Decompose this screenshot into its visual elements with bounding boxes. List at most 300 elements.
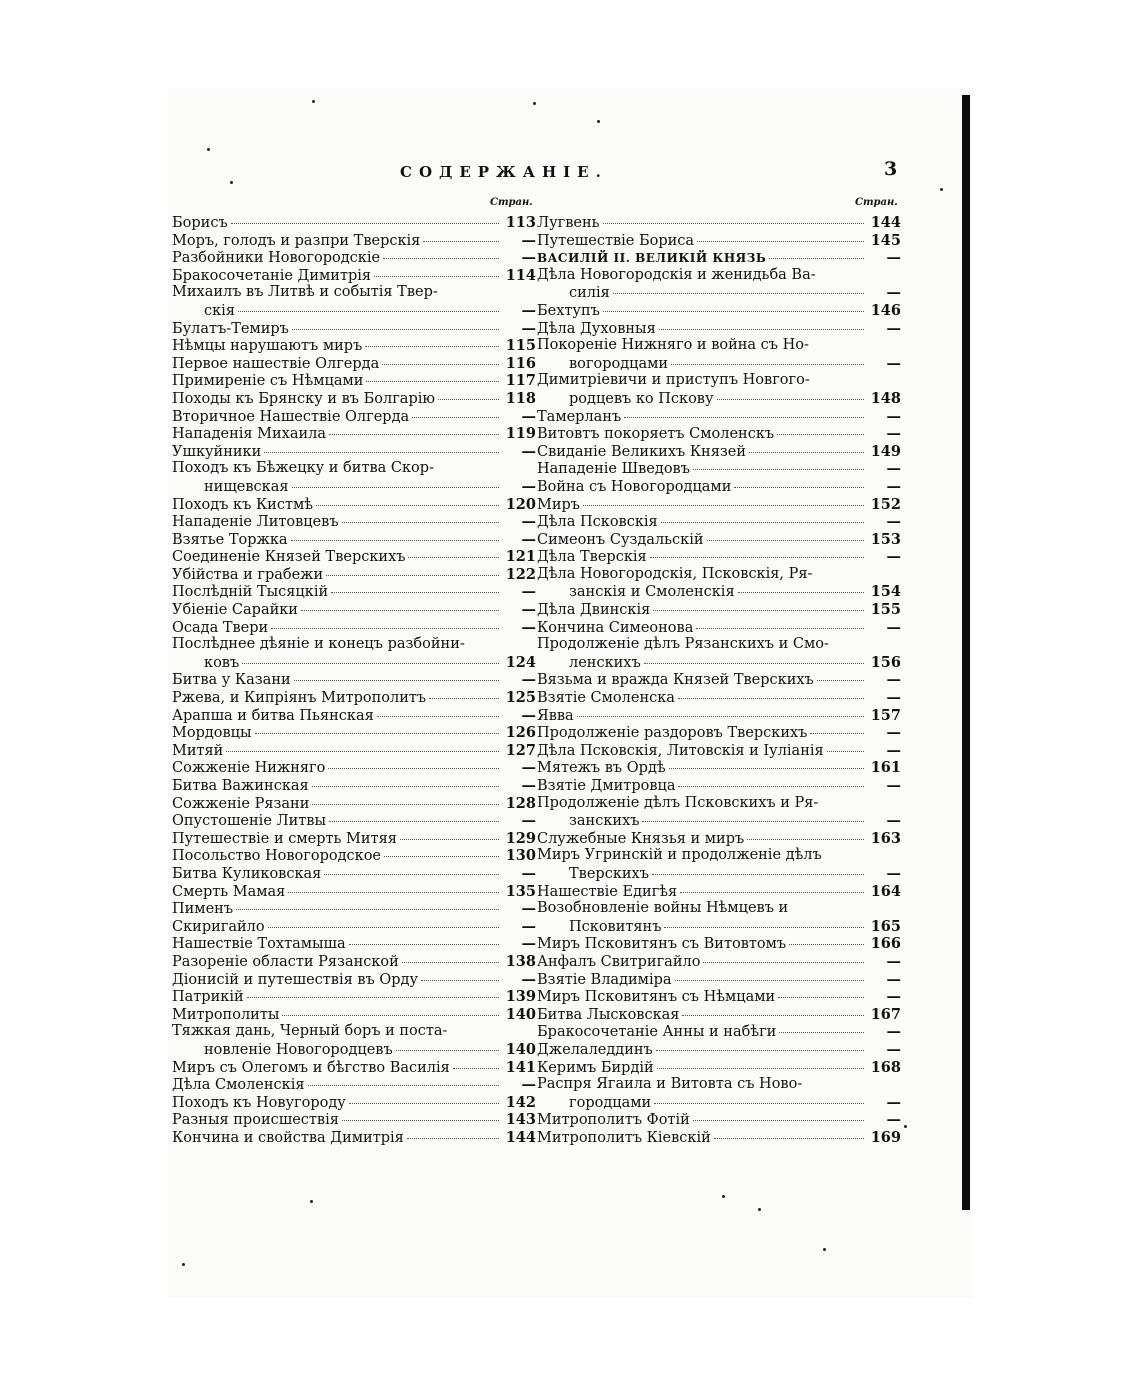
toc-entry-page: 122 bbox=[505, 565, 536, 583]
toc-leader-dots bbox=[664, 927, 864, 928]
toc-entry-title: Посольство Новогородское bbox=[172, 848, 382, 865]
toc-entry bbox=[537, 1076, 901, 1094]
toc-entry-page: 153 bbox=[870, 530, 901, 548]
toc-entry bbox=[537, 636, 901, 654]
toc-entry bbox=[537, 496, 901, 514]
scan-speck bbox=[533, 102, 536, 105]
toc-entry-title: Битва Лысковская bbox=[537, 1006, 680, 1023]
toc-entry bbox=[537, 1059, 901, 1077]
toc-entry-title: Лугвень bbox=[537, 215, 600, 231]
toc-entry bbox=[172, 1059, 536, 1077]
toc-leader-dots bbox=[642, 821, 864, 822]
scan-speck bbox=[823, 1248, 826, 1251]
toc-entry-page: 169 bbox=[870, 1128, 901, 1146]
toc-entry bbox=[537, 460, 901, 478]
toc-entry-title: силія bbox=[569, 285, 610, 302]
toc-entry bbox=[537, 214, 901, 232]
toc-entry-title: Бракосочетаніе Анны и набѣги bbox=[537, 1024, 777, 1041]
toc-entry bbox=[172, 636, 536, 654]
toc-entry bbox=[537, 865, 901, 883]
toc-entry-page: 139 bbox=[505, 988, 536, 1006]
toc-entry bbox=[537, 918, 901, 936]
toc-entry-title: Взятье Торжка bbox=[172, 531, 288, 548]
toc-leader-dots bbox=[342, 1120, 499, 1121]
toc-entry bbox=[172, 883, 536, 901]
toc-entry-title: Примиреніе съ Нѣмцами bbox=[172, 373, 364, 390]
toc-entry-page: — bbox=[886, 952, 901, 970]
toc-entry-page: 144 bbox=[870, 214, 901, 231]
scan-speck bbox=[597, 120, 600, 123]
toc-entry bbox=[537, 1094, 901, 1112]
toc-entry-page: — bbox=[886, 407, 901, 425]
toc-entry-page: — bbox=[521, 917, 536, 935]
toc-leader-dots bbox=[827, 751, 864, 752]
toc-entry-page: 156 bbox=[870, 653, 901, 671]
toc-entry bbox=[537, 443, 901, 461]
scan-speck bbox=[207, 148, 210, 151]
toc-entry-title: Джелаледдинъ bbox=[537, 1041, 653, 1058]
toc-entry-title: Битва у Казани bbox=[172, 672, 291, 689]
toc-entry-title: Служебные Князья и миръ bbox=[537, 830, 745, 847]
toc-entry-page: 165 bbox=[870, 917, 901, 935]
toc-leader-dots bbox=[365, 346, 499, 347]
left-column-header: Стран. bbox=[490, 197, 533, 208]
toc-entry-page: 145 bbox=[870, 231, 901, 249]
toc-entry-title: Кончина и свойства Димитрія bbox=[172, 1129, 404, 1146]
toc-entry bbox=[172, 302, 536, 320]
toc-leader-dots bbox=[412, 417, 499, 418]
toc-leader-dots bbox=[779, 1032, 864, 1033]
toc-entry-page: 121 bbox=[505, 548, 536, 566]
toc-leader-dots bbox=[423, 241, 499, 242]
toc-entry-page: — bbox=[886, 970, 901, 988]
toc-leader-dots bbox=[396, 1050, 499, 1051]
toc-entry-page: — bbox=[521, 935, 536, 953]
toc-entry-title: Битва Куликовская bbox=[172, 865, 322, 882]
toc-leader-dots bbox=[778, 997, 864, 998]
toc-entry bbox=[537, 830, 901, 848]
toc-entry bbox=[172, 249, 536, 267]
toc-entry-page: — bbox=[521, 864, 536, 882]
toc-entry bbox=[172, 425, 536, 443]
toc-entry-page: — bbox=[886, 741, 901, 759]
toc-entry-page: 130 bbox=[505, 847, 536, 865]
toc-entry-page: — bbox=[886, 477, 901, 495]
toc-leader-dots bbox=[697, 241, 864, 242]
toc-entry-page: 142 bbox=[505, 1093, 536, 1111]
toc-leader-dots bbox=[734, 487, 864, 488]
toc-entry-title: Митяй bbox=[172, 742, 224, 759]
toc-entry-title: Митрополитъ Кіевскій bbox=[537, 1129, 711, 1146]
toc-entry-title: Послѣднее дѣяніе и конецъ разбойни- bbox=[172, 636, 465, 653]
toc-entry-title: Ушкуйники bbox=[172, 443, 262, 460]
toc-entry bbox=[172, 689, 536, 707]
toc-entry-page: — bbox=[886, 689, 901, 707]
toc-entry-title: Нашествіе Тохтамыша bbox=[172, 936, 346, 953]
toc-entry-title: Митрополитъ Фотій bbox=[537, 1112, 690, 1129]
toc-entry bbox=[537, 478, 901, 496]
toc-entry bbox=[172, 619, 536, 637]
toc-entry-page: 143 bbox=[505, 1111, 536, 1129]
toc-entry-title: Булатъ-Темиръ bbox=[172, 320, 289, 337]
toc-entry-page: 157 bbox=[870, 706, 901, 724]
toc-entry bbox=[172, 953, 536, 971]
toc-leader-dots bbox=[316, 505, 499, 506]
toc-entry-title: Сожженіе Рязани bbox=[172, 795, 310, 812]
toc-entry bbox=[172, 531, 536, 549]
toc-entry-page: 146 bbox=[870, 301, 901, 319]
toc-entry-title: Опустошеніе Литвы bbox=[172, 813, 326, 830]
toc-entry-title: Миръ съ Олегомъ и бѣгство Василія bbox=[172, 1059, 450, 1076]
toc-entry-page: — bbox=[521, 812, 536, 830]
toc-entry bbox=[537, 425, 901, 443]
toc-leader-dots bbox=[644, 663, 864, 664]
toc-entry bbox=[172, 654, 536, 672]
toc-entry-title: Дѣла Псковскія, Литовскія и Іуліанія bbox=[537, 742, 824, 759]
toc-entry-title: ВАСИЛІЙ II. ВЕЛИКІЙ КНЯЗЬ bbox=[537, 251, 767, 266]
toc-entry-title: Взятіе Владиміра bbox=[537, 971, 672, 988]
toc-entry-title: Осада Твери bbox=[172, 619, 269, 636]
toc-entry-page: 135 bbox=[505, 882, 536, 900]
toc-entry-title: Продолженіе дѣлъ Псковскихъ и Ря- bbox=[537, 794, 819, 811]
toc-entry-page: — bbox=[521, 583, 536, 601]
toc-entry bbox=[537, 953, 901, 971]
toc-entry bbox=[172, 1023, 536, 1041]
toc-entry-page: 149 bbox=[870, 442, 901, 460]
toc-leader-dots bbox=[453, 1068, 499, 1069]
toc-entry bbox=[537, 1129, 901, 1147]
toc-entry bbox=[537, 320, 901, 338]
scan-speck bbox=[722, 1195, 725, 1198]
toc-leader-dots bbox=[650, 557, 864, 558]
toc-entry-page: — bbox=[521, 530, 536, 548]
toc-entry bbox=[172, 671, 536, 689]
toc-entry-page: — bbox=[521, 706, 536, 724]
toc-entry-title: Первое нашествіе Олгерда bbox=[172, 355, 380, 372]
toc-entry-page: — bbox=[886, 724, 901, 742]
toc-entry-title: Бракосочетаніе Димитрія bbox=[172, 267, 372, 284]
toc-entry-title: Путешествіе Бориса bbox=[537, 232, 695, 249]
toc-entry-page: — bbox=[886, 1093, 901, 1111]
toc-leader-dots bbox=[624, 417, 864, 418]
toc-entry bbox=[172, 284, 536, 302]
toc-entry bbox=[537, 654, 901, 672]
toc-entry-page: — bbox=[521, 231, 536, 249]
scan-speck bbox=[312, 100, 315, 103]
toc-entry bbox=[537, 988, 901, 1006]
right-column-header: Стран. bbox=[855, 197, 898, 208]
toc-entry-page: 144 bbox=[505, 1128, 536, 1146]
toc-entry-page: — bbox=[886, 671, 901, 689]
toc-entry-page: — bbox=[886, 1023, 901, 1041]
toc-entry-page: — bbox=[521, 301, 536, 319]
toc-entry-title: нищевская bbox=[204, 478, 289, 495]
toc-entry-page: 118 bbox=[505, 389, 536, 407]
toc-entry-title: родцевъ ко Пскову bbox=[569, 390, 714, 407]
toc-entry-page: 115 bbox=[505, 337, 536, 355]
toc-entry bbox=[172, 1111, 536, 1129]
toc-entry-page: 161 bbox=[870, 759, 901, 777]
toc-leader-dots bbox=[331, 592, 499, 593]
toc-entry-page: 167 bbox=[870, 1005, 901, 1023]
toc-entry bbox=[537, 935, 901, 953]
toc-leader-dots bbox=[292, 329, 499, 330]
toc-entry bbox=[537, 742, 901, 760]
toc-entry-page: — bbox=[886, 1040, 901, 1058]
toc-leader-dots bbox=[312, 786, 499, 787]
toc-entry-title: Распря Ягаила и Витовта съ Ново- bbox=[537, 1076, 803, 1093]
toc-entry-title: Тамерланъ bbox=[537, 408, 622, 425]
toc-leader-dots bbox=[675, 980, 864, 981]
toc-entry-page: — bbox=[886, 777, 901, 794]
toc-entry bbox=[172, 478, 536, 496]
toc-entry bbox=[172, 566, 536, 584]
toc-entry-page: — bbox=[886, 284, 901, 302]
toc-entry-title: Нѣмцы нарушаютъ миръ bbox=[172, 338, 363, 355]
toc-entry-title: Вторичное Нашествіе Олгерда bbox=[172, 408, 410, 425]
toc-entry-page: — bbox=[886, 864, 901, 882]
toc-entry-page: 113 bbox=[505, 214, 536, 231]
toc-entry bbox=[172, 548, 536, 566]
toc-entry bbox=[537, 302, 901, 320]
toc-entry-title: Михаилъ въ Литвѣ и событія Твер- bbox=[172, 284, 438, 301]
toc-leader-dots bbox=[707, 540, 864, 541]
toc-leader-dots bbox=[654, 1103, 864, 1104]
toc-entry-page: 155 bbox=[870, 601, 901, 619]
toc-entry-title: Сожженіе Нижняго bbox=[172, 760, 326, 777]
toc-entry-page: — bbox=[521, 671, 536, 689]
toc-entry-page: 128 bbox=[505, 794, 536, 812]
toc-entry bbox=[172, 267, 536, 285]
toc-entry bbox=[172, 847, 536, 865]
toc-entry-page: — bbox=[886, 319, 901, 337]
toc-entry bbox=[537, 601, 901, 619]
toc-leader-dots bbox=[349, 944, 499, 945]
toc-leader-dots bbox=[810, 733, 864, 734]
toc-entry-title: Свиданіе Великихъ Князей bbox=[537, 443, 747, 460]
toc-entry-page: — bbox=[521, 407, 536, 425]
toc-leader-dots bbox=[255, 733, 499, 734]
toc-leader-dots bbox=[342, 522, 499, 523]
toc-leader-dots bbox=[678, 698, 864, 699]
toc-entry bbox=[537, 566, 901, 584]
toc-entry bbox=[537, 1111, 901, 1129]
toc-entry-page: 125 bbox=[505, 689, 536, 707]
toc-leader-dots bbox=[326, 575, 499, 576]
toc-leader-dots bbox=[238, 311, 499, 312]
toc-entry-page: 116 bbox=[505, 354, 536, 372]
toc-entry-page: 138 bbox=[505, 952, 536, 970]
toc-entry-title: Нашествіе Едигѣя bbox=[537, 883, 678, 900]
toc-entry-page: — bbox=[886, 513, 901, 531]
toc-entry-page: 140 bbox=[505, 1005, 536, 1023]
toc-entry bbox=[537, 900, 901, 918]
toc-entry bbox=[172, 812, 536, 830]
toc-entry bbox=[172, 390, 536, 408]
toc-entry bbox=[537, 337, 901, 355]
toc-entry-title: Арапша и битва Пьянская bbox=[172, 707, 374, 724]
toc-entry bbox=[172, 759, 536, 777]
toc-entry bbox=[172, 988, 536, 1006]
toc-entry-title: Дѣла Смоленскія bbox=[172, 1077, 305, 1094]
toc-entry bbox=[172, 795, 536, 813]
toc-entry-title: Убійства и грабежи bbox=[172, 566, 324, 583]
toc-leader-dots bbox=[407, 1138, 499, 1139]
toc-entry bbox=[172, 724, 536, 742]
toc-entry-title: Походъ къ Новугороду bbox=[172, 1094, 346, 1111]
page-edge-shadow bbox=[962, 95, 970, 1210]
toc-leader-dots bbox=[236, 909, 499, 910]
toc-entry-title: Разбойники Новогородскіе bbox=[172, 250, 381, 267]
toc-entry bbox=[172, 830, 536, 848]
toc-entry-title: Керимъ Бирдій bbox=[537, 1059, 654, 1076]
toc-entry-title: занскія и Смоленскія bbox=[569, 584, 735, 601]
toc-leader-dots bbox=[738, 592, 864, 593]
toc-entry-title: Борисъ bbox=[172, 215, 228, 231]
toc-entry-title: Дѣла Новогородскія, Псковскія, Ря- bbox=[537, 565, 813, 582]
toc-entry-title: Нападеніе Шведовъ bbox=[537, 461, 690, 478]
toc-entry bbox=[172, 232, 536, 250]
toc-leader-dots bbox=[329, 821, 499, 822]
scan-speck bbox=[940, 188, 943, 191]
toc-entry-page: — bbox=[886, 988, 901, 1006]
toc-entry-page: 129 bbox=[505, 829, 536, 847]
toc-leader-dots bbox=[693, 1120, 864, 1121]
toc-leader-dots bbox=[603, 223, 864, 224]
toc-entry-page: 141 bbox=[505, 1058, 536, 1076]
toc-entry-page: — bbox=[521, 477, 536, 495]
toc-entry bbox=[172, 1041, 536, 1059]
toc-entry-page: — bbox=[521, 618, 536, 636]
toc-leader-dots bbox=[769, 258, 864, 259]
toc-entry-page: 163 bbox=[870, 829, 901, 847]
toc-leader-dots bbox=[603, 311, 864, 312]
toc-entry-title: Дѣла Духовныя bbox=[537, 320, 656, 337]
scan-speck bbox=[182, 1263, 185, 1266]
toc-entry bbox=[172, 601, 536, 619]
toc-entry-title: Дѣла Псковскія bbox=[537, 514, 658, 531]
toc-entry-title: Миръ bbox=[537, 496, 581, 513]
toc-leader-dots bbox=[671, 364, 864, 365]
toc-entry-page: — bbox=[886, 249, 901, 267]
toc-entry bbox=[537, 513, 901, 531]
toc-entry bbox=[172, 513, 536, 531]
scan-speck bbox=[904, 1125, 907, 1128]
toc-leader-dots bbox=[366, 381, 499, 382]
toc-entry-title: Возобновленіе войны Нѣмцевъ и bbox=[537, 900, 789, 917]
toc-entry-title: Мордовцы bbox=[172, 725, 252, 742]
toc-entry-title: Взятіе Смоленска bbox=[537, 690, 675, 707]
toc-entry bbox=[537, 971, 901, 989]
toc-leader-dots bbox=[613, 293, 864, 294]
toc-entry-title: Походъ къ Бѣжецку и битва Скор- bbox=[172, 460, 434, 477]
toc-entry-page: 117 bbox=[505, 372, 536, 390]
toc-leader-dots bbox=[657, 1068, 864, 1069]
toc-leader-dots bbox=[282, 1015, 499, 1016]
toc-entry bbox=[172, 337, 536, 355]
scan-speck bbox=[758, 1208, 761, 1211]
toc-entry-title: Война съ Новогородцами bbox=[537, 478, 732, 495]
toc-entry-title: Дѣла Тверскія bbox=[537, 549, 647, 566]
toc-entry-title: Ржева, и Кипріянъ Митрополитъ bbox=[172, 690, 427, 707]
toc-entry-page: — bbox=[521, 601, 536, 619]
toc-leader-dots bbox=[678, 786, 864, 787]
toc-entry-title: Путешествіе и смерть Митяя bbox=[172, 830, 397, 847]
toc-entry-title: Продолженіе раздоровъ Тверскихъ bbox=[537, 725, 808, 742]
toc-leader-dots bbox=[817, 680, 864, 681]
toc-entry-page: — bbox=[521, 319, 536, 337]
scan-speck bbox=[230, 181, 233, 184]
toc-entry-title: Покореніе Нижняго и война съ Но- bbox=[537, 337, 809, 354]
toc-entry-page: — bbox=[521, 1076, 536, 1094]
toc-entry bbox=[172, 583, 536, 601]
toc-leader-dots bbox=[382, 364, 499, 365]
toc-leader-dots bbox=[271, 628, 499, 629]
toc-leader-dots bbox=[408, 557, 499, 558]
toc-entry-title: городцами bbox=[569, 1094, 652, 1111]
toc-leader-dots bbox=[377, 716, 499, 717]
scan-speck bbox=[310, 1200, 313, 1203]
toc-entry bbox=[537, 724, 901, 742]
toc-entry bbox=[537, 408, 901, 426]
toc-entry-page: — bbox=[886, 812, 901, 830]
toc-entry bbox=[537, 707, 901, 725]
toc-entry-title: Тверскихъ bbox=[569, 865, 649, 882]
toc-entry bbox=[537, 1006, 901, 1024]
toc-entry-page: — bbox=[521, 900, 536, 918]
toc-entry bbox=[172, 408, 536, 426]
toc-entry-title: Битва Важинская bbox=[172, 778, 309, 794]
toc-entry-title: Миръ Угринскій и продолженіе дѣлъ bbox=[537, 847, 822, 864]
toc-entry-page: — bbox=[886, 460, 901, 478]
toc-leader-dots bbox=[661, 522, 864, 523]
toc-entry bbox=[172, 918, 536, 936]
toc-entry bbox=[172, 443, 536, 461]
toc-leader-dots bbox=[429, 698, 499, 699]
toc-leader-dots bbox=[777, 434, 864, 435]
toc-entry bbox=[537, 759, 901, 777]
toc-entry-title: Дѣла Новогородскія и женидьба Ва- bbox=[537, 266, 816, 283]
toc-entry-page: 164 bbox=[870, 882, 901, 900]
toc-entry-page: 120 bbox=[505, 495, 536, 513]
toc-entry bbox=[172, 1129, 536, 1147]
toc-entry bbox=[537, 390, 901, 408]
toc-entry-title: Псковитянъ bbox=[569, 918, 662, 935]
toc-leader-dots bbox=[242, 663, 499, 664]
toc-leader-dots bbox=[301, 610, 499, 611]
toc-entry-title: Витовтъ покоряетъ Смоленскъ bbox=[537, 426, 775, 443]
toc-entry-title: Нападеніе Литовцевъ bbox=[172, 514, 339, 531]
toc-entry-title: Разныя происшествія bbox=[172, 1112, 339, 1129]
toc-entry-page: 114 bbox=[505, 266, 536, 284]
toc-entry-page: — bbox=[886, 354, 901, 372]
toc-entry-title: Тяжкая дань, Черный боръ и поста- bbox=[172, 1023, 448, 1040]
toc-entry bbox=[537, 619, 901, 637]
toc-entry bbox=[537, 777, 901, 795]
toc-entry bbox=[172, 214, 536, 232]
toc-right-column bbox=[537, 214, 901, 1146]
toc-entry-title: Пименъ bbox=[172, 901, 234, 918]
toc-entry-title: Нападенія Михаила bbox=[172, 426, 327, 443]
toc-leader-dots bbox=[268, 927, 499, 928]
toc-entry bbox=[172, 865, 536, 883]
toc-entry-title: ленскихъ bbox=[569, 654, 641, 671]
toc-entry-page: 154 bbox=[870, 583, 901, 601]
toc-leader-dots bbox=[717, 399, 865, 400]
toc-entry-page: 124 bbox=[505, 653, 536, 671]
toc-entry bbox=[537, 689, 901, 707]
toc-leader-dots bbox=[652, 874, 864, 875]
